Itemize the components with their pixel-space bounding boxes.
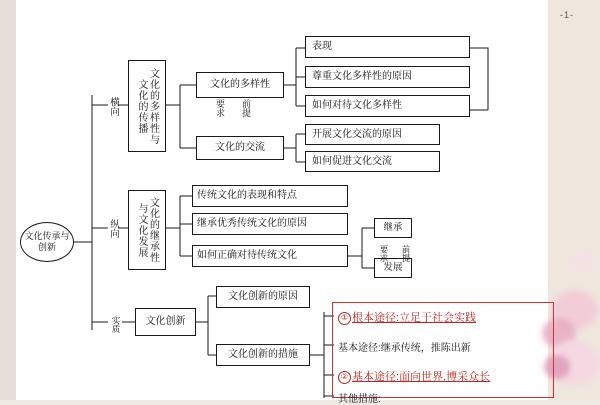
branch-label-essence-text: 实质 xyxy=(111,315,121,333)
branch-label-horizontal-text: 横向 xyxy=(108,96,119,116)
connector-label-premise-2 xyxy=(398,240,410,266)
node-promote-exchange[interactable] xyxy=(305,151,440,172)
branch-label-essence xyxy=(106,310,120,338)
node-how-to-treat-diversity-label: 如何对待文化多样性 xyxy=(312,100,402,112)
branch-label-vertical xyxy=(106,214,118,242)
node-inherit-reason-label: 继承优秀传统文化的原因 xyxy=(197,218,307,230)
measure-item-4-text: 其他措施: xyxy=(338,394,381,405)
measure-item-1-number: ① xyxy=(338,312,351,325)
measure-item-3-text: 面向世界,博采众长 xyxy=(399,371,491,383)
node-respect-reason[interactable] xyxy=(305,66,470,88)
node-treat-tradition[interactable] xyxy=(192,245,348,267)
node-exchange-reason[interactable] xyxy=(305,124,440,145)
measure-item-2-text: 继承传统，推陈出新 xyxy=(380,343,471,354)
measure-item-1-label: 根本途径: xyxy=(352,312,400,324)
node-innovation-measures[interactable] xyxy=(216,344,310,366)
node-inherit-word[interactable] xyxy=(374,218,412,238)
node-root-label: 文化传承与创新 xyxy=(24,230,70,252)
measure-item-2[interactable] xyxy=(338,339,471,354)
measure-item-1[interactable] xyxy=(338,309,476,325)
node-cultural-exchange-label: 文化的交流 xyxy=(215,142,265,154)
node-performance[interactable] xyxy=(305,36,470,58)
node-inherit-reason[interactable] xyxy=(192,213,348,235)
node-treat-tradition-label: 如何正确对待传统文化 xyxy=(197,250,297,262)
node-develop-word-label: 发展 xyxy=(383,261,403,273)
connector-label-requirement-2-text: 要求 xyxy=(379,244,389,262)
node-cultural-diversity-label: 文化的多样性 xyxy=(210,79,270,91)
node-tradition-features[interactable] xyxy=(192,185,348,207)
node-root[interactable] xyxy=(20,222,74,262)
measure-item-1-text: 立足于社会实践 xyxy=(399,312,477,324)
node-innovation-group[interactable] xyxy=(135,308,196,336)
connector-label-requirement-1-text: 要求 xyxy=(215,99,225,117)
branch-label-vertical-text: 纵向 xyxy=(108,218,119,238)
connector-label-premise-2-text: 前提 xyxy=(401,244,411,262)
connector-label-requirement-2 xyxy=(376,240,388,266)
node-diversity-group-label: 文化的多样性与文化的传播 xyxy=(136,67,159,145)
branch-label-horizontal xyxy=(106,92,118,120)
node-promote-exchange-label: 如何促进文化交流 xyxy=(312,155,392,167)
node-respect-reason-label: 尊重文化多样性的原因 xyxy=(312,71,412,83)
node-tradition-features-label: 传统文化的表现和特点 xyxy=(197,190,297,202)
measure-item-3[interactable] xyxy=(338,368,490,384)
measure-item-3-label: 基本途径: xyxy=(352,371,400,383)
connector-label-requirement-1 xyxy=(212,94,224,122)
measure-item-4[interactable] xyxy=(338,390,381,405)
node-inherit-group[interactable] xyxy=(128,190,166,270)
node-innovation-reason-label: 文化创新的原因 xyxy=(228,291,298,303)
node-inherit-word-label: 继承 xyxy=(383,221,403,233)
measure-item-2-label: 基本途径: xyxy=(338,343,381,354)
node-innovation-reason[interactable] xyxy=(216,286,310,308)
node-diversity-group[interactable] xyxy=(128,60,166,152)
node-how-to-treat-diversity[interactable] xyxy=(305,95,470,117)
node-inherit-group-label: 文化的继承性与文化发展 xyxy=(136,197,159,263)
connector-label-premise-1 xyxy=(238,94,250,122)
node-performance-label: 表现 xyxy=(312,41,332,53)
node-exchange-reason-label: 开展文化交流的原因 xyxy=(312,128,402,140)
connector-label-premise-1-text: 前提 xyxy=(241,99,251,117)
measure-item-3-number: ② xyxy=(338,371,351,384)
node-innovation-group-label: 文化创新 xyxy=(145,316,186,328)
node-cultural-exchange[interactable] xyxy=(196,136,284,160)
page-number: -1- xyxy=(560,10,574,20)
node-innovation-measures-label: 文化创新的措施 xyxy=(228,349,298,361)
